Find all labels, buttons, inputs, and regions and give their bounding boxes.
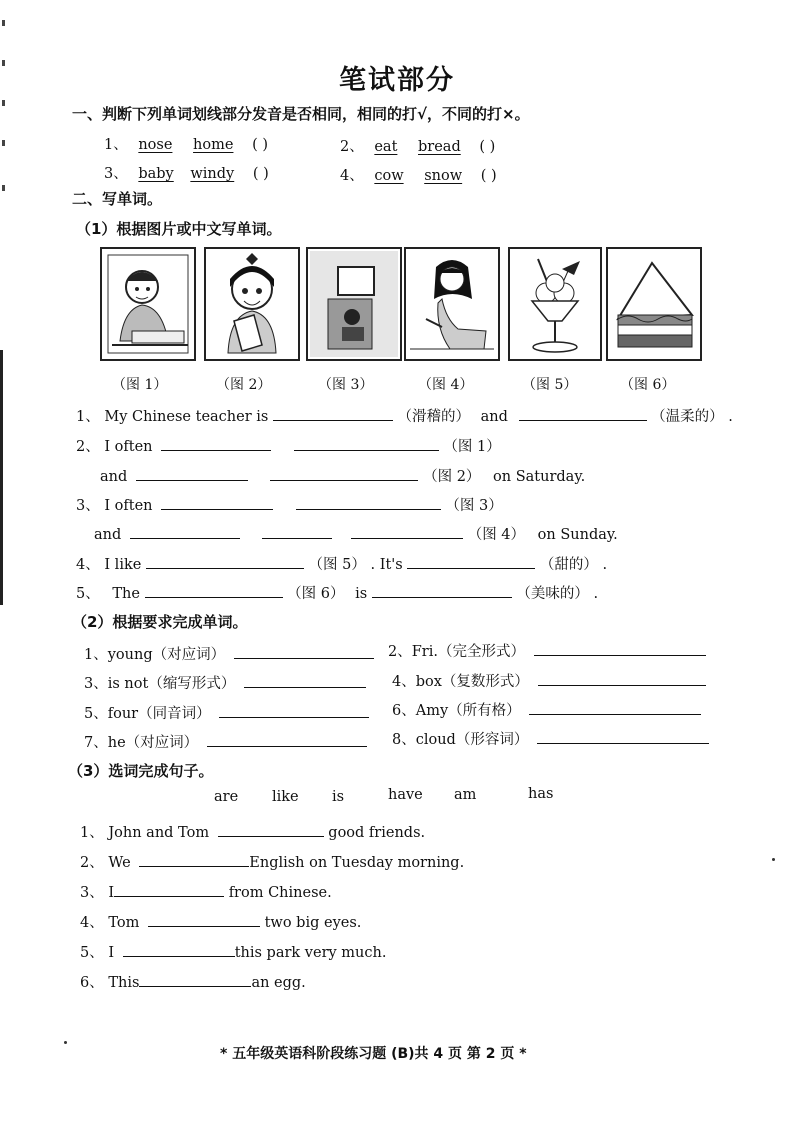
s1-item-1: [104, 133, 268, 154]
picture-2-girl-reading: [204, 247, 300, 361]
part1-heading: （1）根据图片或中文写单词。: [76, 220, 282, 238]
hint: （温柔的）: [651, 409, 724, 425]
scan-dot: [64, 1041, 67, 1044]
item-number: 4、: [76, 557, 100, 573]
q-text: and: [100, 469, 128, 485]
sentence-start: We: [108, 855, 131, 871]
answer-blank[interactable]: [136, 466, 248, 481]
item-text: young（对应词）: [107, 647, 226, 663]
caption-4: （图 4）: [418, 377, 474, 393]
answer-blank[interactable]: [534, 641, 706, 656]
edge-mark: [2, 20, 5, 26]
q-text: on Saturday.: [493, 469, 586, 485]
word-bank-has: has: [528, 786, 554, 802]
answer-blank[interactable]: [161, 436, 271, 451]
s1-item-2: [340, 135, 495, 156]
s1-item-4: [340, 164, 497, 185]
sentence-start: I: [108, 885, 115, 901]
q-text: .: [593, 586, 599, 602]
answer-blank[interactable]: [130, 524, 240, 539]
part3-sentence-6: [80, 971, 306, 992]
q-text: .: [602, 557, 608, 573]
item-number: 1、: [104, 137, 128, 153]
sentence-end: good friends.: [328, 825, 426, 841]
item-number: 4、: [340, 168, 364, 184]
q-text: . It's: [370, 557, 403, 573]
answer-blank[interactable]: [114, 882, 224, 897]
answer-blank[interactable]: [146, 554, 304, 569]
scan-dot: [772, 858, 775, 861]
q-text: on Sunday.: [537, 527, 618, 543]
item-number: 4、: [392, 674, 416, 690]
word-bank-have: have: [388, 787, 423, 803]
hint: （美味的）: [516, 586, 589, 602]
part2-item-5: [84, 702, 369, 723]
item-number: 3、: [80, 885, 104, 901]
answer-blank[interactable]: [234, 644, 374, 659]
picture-1-boy-writing: [100, 247, 196, 361]
part2-heading: （2）根据要求完成单词。: [72, 613, 248, 631]
edge-mark: [2, 100, 5, 106]
answer-blank[interactable]: [270, 466, 418, 481]
answer-blank[interactable]: [262, 524, 332, 539]
item-number: 1、: [84, 647, 108, 663]
sentence-end: English on Tuesday morning.: [249, 855, 465, 871]
section2-heading: 二、写单词。: [72, 190, 163, 208]
edge-mark: [2, 140, 5, 146]
word-2: bread: [418, 139, 461, 155]
answer-blank[interactable]: [145, 583, 283, 598]
word-bank-like: like: [272, 789, 299, 805]
item-text: cloud（形容词）: [415, 732, 529, 748]
q-text: and: [480, 409, 508, 425]
sentence-start: I: [108, 945, 115, 961]
item-text: box（复数形式）: [415, 674, 529, 690]
answer-blank[interactable]: [519, 406, 647, 421]
answer-blank[interactable]: [161, 495, 273, 510]
item-number: 3、: [84, 676, 108, 692]
item-text: four（同音词）: [107, 706, 211, 722]
edge-mark: [2, 185, 5, 191]
q-text: I often: [104, 498, 153, 514]
item-number: 5、: [84, 706, 108, 722]
sentence-end: this park very much.: [234, 945, 387, 961]
item-text: he（对应词）: [107, 735, 199, 751]
item-number: 6、: [80, 975, 104, 991]
item-number: 3、: [76, 498, 100, 514]
answer-paren[interactable]: ( ): [480, 168, 497, 184]
sentence-end: from Chinese.: [228, 885, 332, 901]
answer-blank[interactable]: [537, 729, 709, 744]
part3-sentence-3: [80, 881, 332, 902]
picture-6-cake: [606, 247, 702, 361]
page-title: 笔试部分: [339, 65, 455, 96]
q-text: I like: [104, 557, 142, 573]
item-number: 5、: [76, 586, 100, 602]
q-text: The: [112, 586, 140, 602]
answer-blank[interactable]: [538, 671, 706, 686]
hint: （甜的）: [539, 557, 598, 573]
part2-item-7: [84, 731, 367, 752]
item-text: Amy（所有格）: [415, 703, 521, 719]
answer-blank[interactable]: [139, 972, 251, 987]
part1-q2-line2: [100, 465, 585, 486]
part1-q4: [76, 553, 607, 574]
item-number: 2、: [80, 855, 104, 871]
item-number: 2、: [388, 644, 412, 660]
answer-blank[interactable]: [139, 852, 249, 867]
word-2: home: [193, 137, 234, 153]
q-text: .: [728, 409, 733, 425]
caption-5: （图 5）: [522, 377, 578, 393]
q-text: and: [94, 527, 122, 543]
item-number: 7、: [84, 735, 108, 751]
part3-sentence-1: [80, 821, 425, 842]
part2-item-2: [388, 640, 706, 661]
caption-3: （图 3）: [318, 377, 374, 393]
caption-1: （图 1）: [112, 377, 168, 393]
s1-item-3: [104, 162, 269, 183]
item-number: 1、: [80, 825, 104, 841]
word-bank-are: are: [214, 789, 239, 805]
part2-item-8: [392, 728, 709, 749]
sentence-start: This: [108, 975, 140, 991]
part2-item-3: [84, 672, 366, 693]
item-number: 4、: [80, 915, 104, 931]
caption-2: （图 2）: [216, 377, 272, 393]
picture-ref: （图 5）: [308, 557, 366, 573]
caption-6: （图 6）: [620, 377, 676, 393]
sentence-end: an egg.: [251, 975, 306, 991]
item-number: 1、: [76, 409, 100, 425]
answer-paren[interactable]: ( ): [252, 137, 268, 153]
answer-blank[interactable]: [407, 554, 535, 569]
item-number: 3、: [104, 166, 128, 182]
picture-ref: （图 1）: [443, 439, 501, 455]
q-text: is: [355, 586, 368, 602]
part2-item-1: [84, 643, 374, 664]
part2-item-4: [392, 670, 706, 691]
item-text: is not（缩写形式）: [107, 676, 236, 692]
word-1: eat: [374, 139, 398, 155]
picture-4-girl-drawing: [404, 247, 500, 361]
sentence-start: John and Tom: [108, 825, 210, 841]
binding-margin-line: [0, 350, 3, 605]
picture-3-tv: [306, 247, 402, 361]
q-text: I often: [104, 439, 153, 455]
part2-item-6: [392, 699, 701, 720]
item-number: 2、: [340, 139, 364, 155]
picture-5-ice-cream: [508, 247, 602, 361]
answer-blank[interactable]: [148, 912, 260, 927]
part1-q3-line1: [76, 494, 503, 515]
item-number: 8、: [392, 732, 416, 748]
answer-blank[interactable]: [296, 495, 441, 510]
section1-heading: 一、判断下列单词划线部分发音是否相同，相同的打√，不同的打×。: [72, 105, 530, 123]
part1-q3-line2: [94, 523, 618, 544]
part3-sentence-5: [80, 941, 386, 962]
picture-ref: （图 2）: [423, 469, 481, 485]
part1-q2-line1: [76, 435, 501, 456]
answer-blank[interactable]: [294, 436, 439, 451]
part3-sentence-4: [80, 911, 361, 932]
answer-blank[interactable]: [244, 673, 366, 688]
part1-q1: [76, 405, 733, 426]
item-number: 5、: [80, 945, 104, 961]
word-1: nose: [138, 137, 173, 153]
item-number: 6、: [392, 703, 416, 719]
part3-heading: （3）选词完成句子。: [68, 762, 214, 780]
answer-paren[interactable]: ( ): [252, 166, 269, 182]
word-2: windy: [190, 166, 235, 182]
picture-ref: （图 6）: [287, 586, 345, 602]
answer-blank[interactable]: [207, 732, 367, 747]
word-bank-am: am: [454, 787, 477, 803]
answer-blank[interactable]: [351, 524, 463, 539]
answer-blank[interactable]: [218, 822, 324, 837]
part3-sentence-2: [80, 851, 464, 872]
answer-blank[interactable]: [372, 583, 512, 598]
answer-paren[interactable]: ( ): [479, 139, 496, 155]
picture-ref: （图 4）: [467, 527, 526, 543]
answer-blank[interactable]: [273, 406, 393, 421]
word-bank-is: is: [332, 789, 345, 805]
item-number: 2、: [76, 439, 100, 455]
item-text: Fri.（完全形式）: [411, 644, 525, 660]
word-2: snow: [424, 168, 463, 184]
picture-ref: （图 3）: [445, 498, 503, 514]
page-footer: * 五年级英语科阶段练习题 (B)共 4 页 第 2 页 *: [220, 1046, 527, 1062]
answer-blank[interactable]: [219, 703, 369, 718]
part1-q5: [76, 582, 598, 603]
answer-blank[interactable]: [529, 700, 701, 715]
q-text: My Chinese teacher is: [104, 409, 269, 425]
sentence-start: Tom: [108, 915, 140, 931]
word-1: cow: [374, 168, 404, 184]
word-1: baby: [138, 166, 174, 182]
answer-blank[interactable]: [123, 942, 235, 957]
sentence-end: two big eyes.: [264, 915, 362, 931]
hint: （滑稽的）: [397, 409, 471, 425]
